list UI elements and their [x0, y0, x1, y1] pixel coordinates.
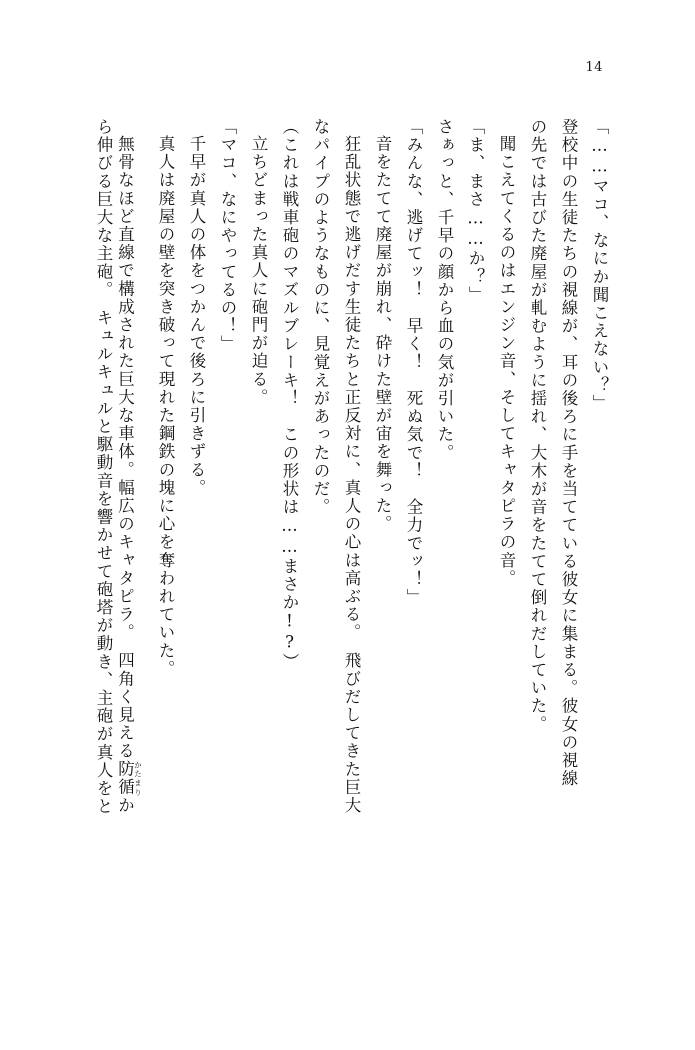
text-column: （これは戦車砲のマズルブレーキ！ この形状は……まさか!?） — [280, 118, 299, 671]
text-column: 「……マコ、なにか聞こえない？」 — [590, 118, 609, 413]
text-column: 聞こえてくるのはエンジン音、そしてキャタピラの音。 — [497, 135, 516, 588]
page-number: 14 — [585, 60, 603, 75]
text-column: 狂乱状態で逃げだす生徒たちと正反対に、真人の心は高ぶる。 飛びだしてきた巨大 — [342, 135, 361, 815]
text-column: 音をたてて廃屋が崩れ、砕けた壁が宙を舞った。 — [373, 135, 392, 534]
text-column: の先では古びた廃屋が軋むように揺れ、大木が音をたてて倒れだしていた。 — [528, 118, 547, 734]
text-column: さぁっと、千早の顔から血の気が引いた。 — [435, 118, 454, 462]
text-column: 立ちどまった真人に砲門が迫る。 — [249, 135, 268, 407]
ruby-annotation: 防循 かたまり — [115, 760, 143, 797]
text-column: 「マコ、なにやってるの！」 — [218, 118, 237, 354]
text-column: 「ま、まさ……か？」 — [466, 118, 485, 304]
text-column: なパイプのようなものに、見覚えがあったのだ。 — [311, 118, 330, 517]
text-column: 千早が真人の体をつかんで後ろに引きずる。 — [187, 135, 206, 497]
text-column: 真人は廃屋の壁を突き破って現れた鋼鉄の塊に心を奪われていた。 — [156, 135, 175, 678]
text-column: 無骨なほど直線で構成された巨大な車体。幅広のキャタピラ。 四角く見える防循 かたまりか — [115, 135, 143, 815]
text-column: ら伸びる巨大な主砲。 キュルキュルと駆動音を響かせて砲塔が動き、主砲が真人をと — [94, 118, 113, 816]
text-column: 「みんな、逃げてッ！ 早く！ 死ぬ気で！ 全力でッ！」 — [404, 118, 423, 607]
vertical-text-block — [58, 118, 607, 958]
text-column: 登校中の生徒たちの視線が、耳の後ろに手を当てている彼女に集まる。彼女の視線 — [559, 118, 578, 788]
